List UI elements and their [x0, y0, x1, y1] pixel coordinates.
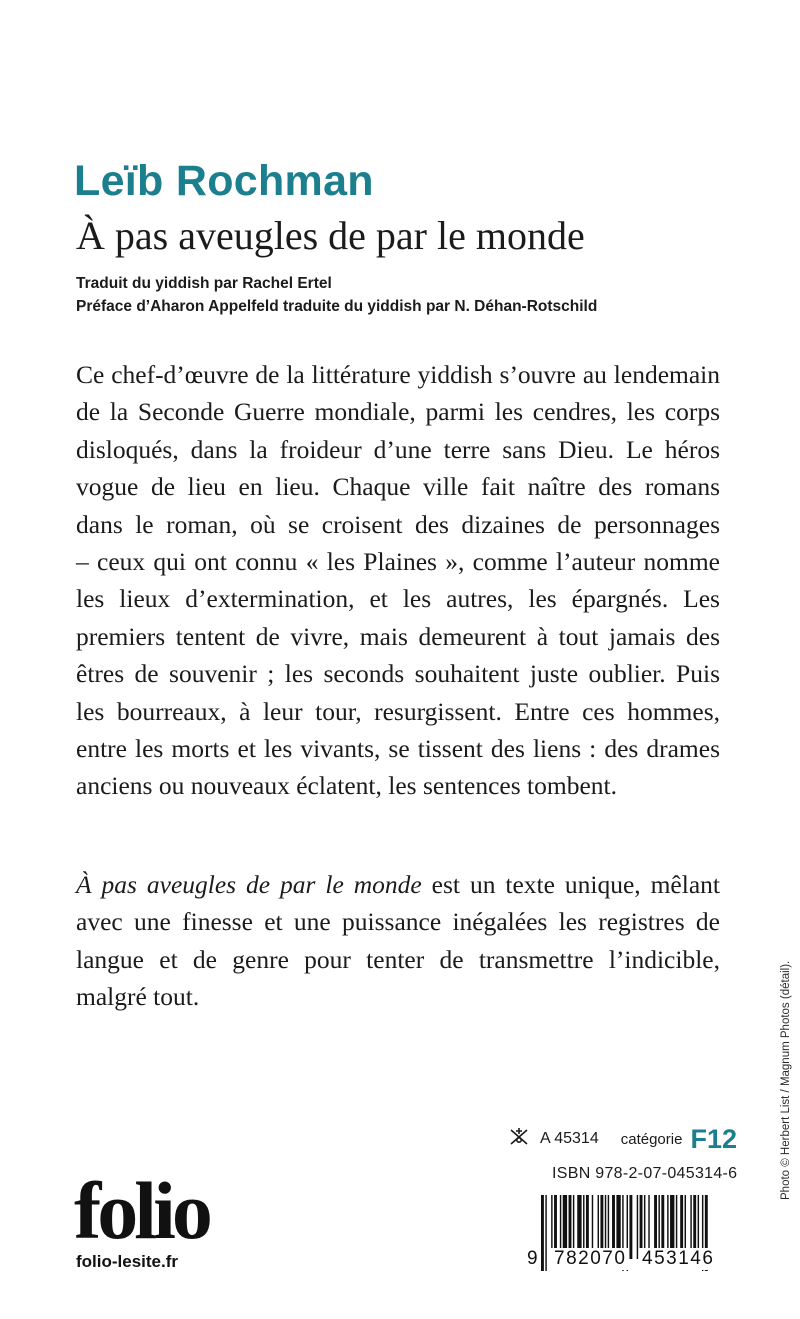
author-name: Leïb Rochman	[74, 157, 374, 205]
blurb-line: les lieux d’extermination, et les autres, les épargnés. Les	[76, 584, 720, 614]
isbn: ISBN 978-2-07-045314-6	[552, 1165, 738, 1182]
folio-logo: folio	[74, 1165, 209, 1256]
blurb-line: les bourreaux, à leur tour, resurgissent. Entre ces hommes,	[76, 696, 720, 726]
translator-credit: Traduit du yiddish par Rachel Ertel	[76, 275, 332, 292]
catalog-info	[508, 1124, 737, 1154]
preface-credit: Préface d’Aharon Appelfeld traduite du yiddish par N. Déhan-Rotschild	[76, 298, 598, 315]
book-title: À pas aveugles de par le monde	[76, 213, 585, 258]
blurb-line: êtres de souvenir ; les seconds souhaitent juste oublier. Puis	[76, 659, 720, 689]
barcode-bar	[545, 1195, 546, 1271]
publisher-site: folio-lesite.fr	[76, 1252, 179, 1271]
blurb-line: Ce chef-d’œuvre de la littérature yiddish s’ouvre au lendemain	[76, 360, 720, 389]
catalog-ref: A 45314	[540, 1130, 599, 1147]
barcode-group-2: 453146	[639, 1248, 717, 1270]
blurb-line: – ceux qui ont connu « les Plaines », comme l’auteur nomme	[76, 547, 720, 577]
category-label: catégorie	[620, 1130, 683, 1148]
blurb-line: vogue de lieu en lieu. Chaque ville fait naître des romans	[76, 472, 720, 502]
blurb-line: langue et de genre pour tenter de transmettre l’indicible,	[76, 944, 720, 974]
credits	[76, 272, 597, 318]
blurb-line: malgré tout.	[76, 982, 200, 1012]
blurb-line: de la Seconde Guerre mondiale, parmi les cendres, les corps	[76, 397, 720, 427]
blurb-line: dans le roman, où se croisent des dizaines de personnages	[76, 509, 720, 539]
blurb-line: disloqués, dans la froideur d’une terre sans Dieu. Le héros	[76, 434, 720, 464]
barcode-bar	[541, 1195, 544, 1271]
blurb-line: anciens ou nouveaux éclatent, les sentences tombent.	[76, 771, 617, 801]
barcode-bar	[637, 1195, 638, 1259]
photo-credit: Photo © Herbert List / Magnum Photos (détail).	[780, 960, 792, 1200]
blurb-line: avec une finesse et une puissance inégalées les registres de	[76, 907, 720, 937]
category-code: F12	[690, 1123, 737, 1154]
blurb-paragraph-2	[76, 866, 720, 1016]
blurb-title-italic: À pas aveugles de par le monde	[76, 870, 422, 899]
barcode-group-1: 782070	[551, 1248, 629, 1270]
blurb-line: entre les morts et les vivants, se tissent des liens : des drames	[76, 734, 720, 764]
blurb-line	[76, 866, 720, 903]
blurb-line: premiers tentent de vivre, mais demeurent à tout jamais des	[76, 621, 720, 651]
gallimard-logo-icon	[508, 1126, 530, 1153]
barcode-bar	[629, 1195, 632, 1259]
blurb-line-rest: est un texte unique, mêlant	[421, 870, 720, 899]
barcode-lead-digit: 9	[527, 1248, 538, 1269]
blurb-paragraph-1	[76, 356, 720, 805]
